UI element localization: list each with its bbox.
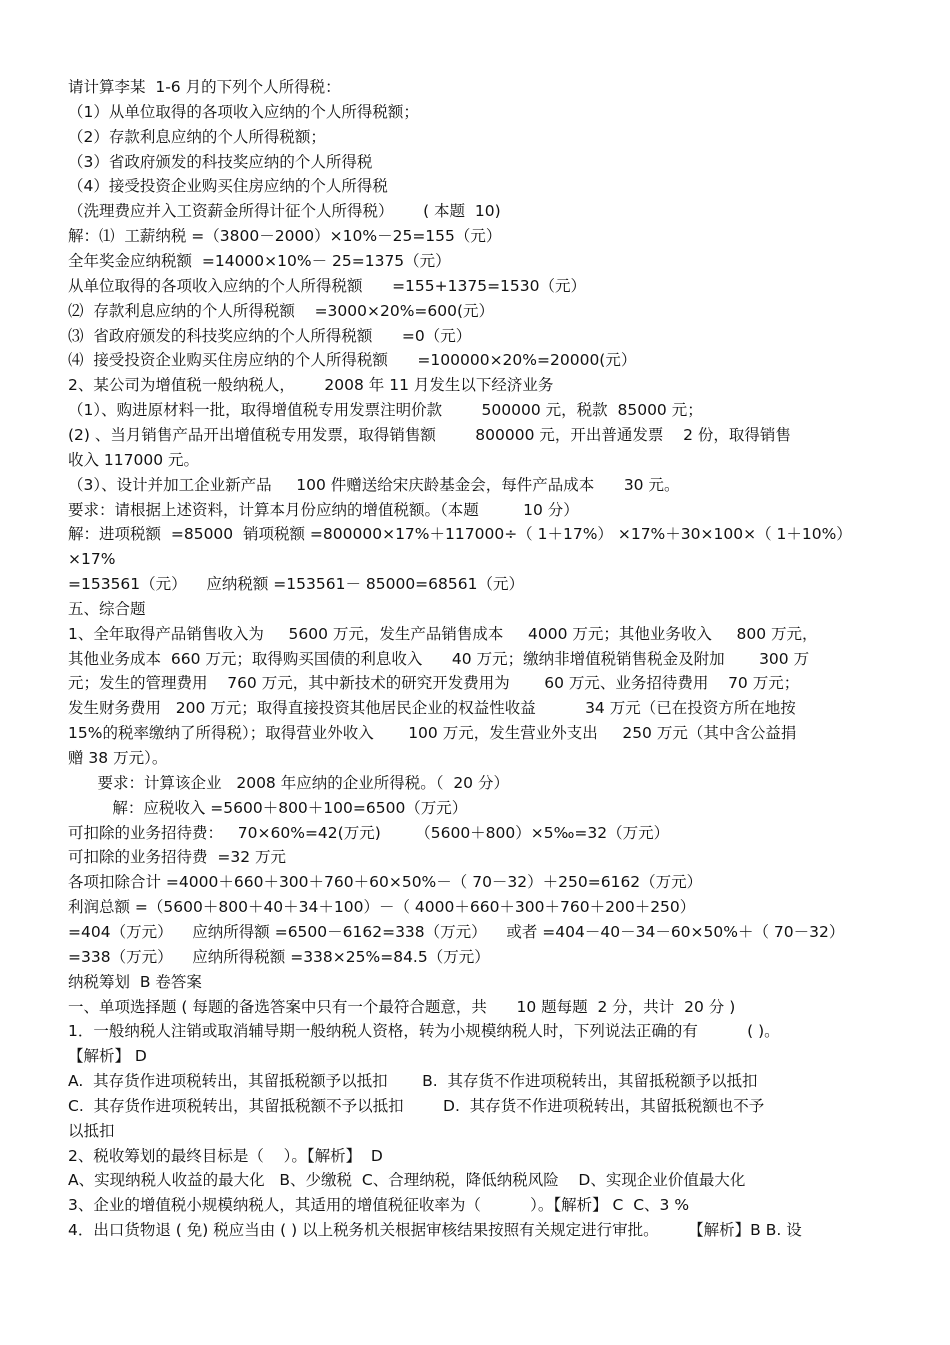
- text-line: 可扣除的业务招待费 =32 万元: [68, 848, 286, 867]
- text-line: 其他业务成本 660 万元；取得购买国债的利息收入 40 万元；缴纳非增值税销售税金及附加 300 万: [68, 649, 810, 668]
- text-line: 解：应税收入 =5600＋800＋100=6500（万元）: [68, 798, 468, 817]
- text-line: =153561（元） 应纳税额 =153561－ 85000=68561（元）: [68, 575, 524, 593]
- text-line: 一、单项选择题 ( 每题的备选答案中只有一个最符合题意，共 10 题每题 2 分，共计 20 分 ): [68, 997, 736, 1016]
- text-line: 各项扣除合计 =4000＋660＋300＋760＋60×50%－（ 70－32）＋250=6162（万元）: [68, 873, 703, 892]
- text-line: 请计算李某 1-6 月的下列个人所得税：: [68, 78, 341, 96]
- text-line: 解：⑴ 工薪纳税 =（3800－2000）×10%－25=155（元）: [68, 227, 502, 246]
- text-line: 纳税筹划 B 卷答案: [68, 972, 202, 991]
- text-line: （3）、设计并加工企业新产品 100 件赠送给宋庆龄基金会，每件产品成本 30 元。: [68, 475, 680, 494]
- text-line: 解：进项税额 =85000 销项税额 =800000×17%＋117000÷（ 1＋17%） ×17%＋30×100×（ 1＋10%）: [68, 525, 852, 544]
- text-line: 2、税收筹划的最终目标是（ ）。【解析】 D: [68, 1146, 383, 1165]
- text-line: 五、综合题: [68, 599, 146, 618]
- text-line: A. 其存货作进项税转出，其留抵税额予以抵扣 B. 其存货不作进项税转出，其留抵税额予以抵扣: [68, 1072, 758, 1090]
- text-line: 利润总额 =（5600＋800＋40＋34＋100）－（ 4000＋660＋300＋760＋200＋250）: [68, 898, 696, 917]
- text-line: 发生财务费用 200 万元；取得直接投资其他居民企业的权益性收益 34 万元（已在投资方所在地按: [68, 699, 796, 718]
- text-line: （4）接受投资企业购买住房应纳的个人所得税: [68, 177, 388, 196]
- text-line: （1）、购进原材料一批，取得增值税专用发票注明价款 500000 元，税款 85000 元；: [68, 401, 703, 420]
- text-line: 赠 38 万元）。: [68, 749, 168, 767]
- text-line: （2）存款利息应纳的个人所得税额；: [68, 127, 326, 146]
- text-line: A、实现纳税人收益的最大化 B、少缴税 C、合理纳税，降低纳税风险 D、实现企业价值最大化: [68, 1171, 746, 1190]
- text-line: 要求：请根据上述资料，计算本月份应纳的增值税额。（本题 10 分）: [68, 500, 579, 519]
- text-line: 以抵扣: [68, 1121, 115, 1140]
- text-line: ⑶ 省政府颁发的科技奖应纳的个人所得税额 =0（元）: [68, 326, 472, 345]
- text-line: ⑵ 存款利息应纳的个人所得税额 =3000×20%=600(元）: [68, 301, 495, 320]
- text-line: 要求：计算该企业 2008 年应纳的企业所得税。（ 20 分）: [68, 773, 509, 792]
- text-line: 【解析】 D: [68, 1047, 147, 1066]
- text-line: (2) 、当月销售产品开出增值税专用发票，取得销售额 800000 元，开出普通发票 2 份，取得销售: [68, 425, 791, 444]
- text-line: 全年奖金应纳税额 =14000×10%－ 25=1375（元）: [68, 252, 451, 270]
- text-line: 4．出口货物退 ( 免) 税应当由 ( ) 以上税务机关根据审核结果按照有关规定进行审批。 【解析】B B. 设: [68, 1221, 802, 1240]
- text-line: =338（万元） 应纳所得税额 =338×25%=84.5（万元）: [68, 947, 490, 966]
- text-line: （1）从单位取得的各项收入应纳的个人所得税额；: [68, 102, 419, 121]
- text-line: C. 其存货作进项税转出，其留抵税额不予以抵扣 D. 其存货不作进项税转出，其留抵税额也不予: [68, 1096, 765, 1115]
- text-line: （3）省政府颁发的科技奖应纳的个人所得税: [68, 152, 373, 171]
- text-line: 15%的税率缴纳了所得税）；取得营业外收入 100 万元，发生营业外支出 250 万元（其中含公益捐: [68, 724, 797, 743]
- text-line: 1．一般纳税人注销或取消辅导期一般纳税人资格，转为小规模纳税人时，下列说法正确的有 ( )。: [68, 1022, 780, 1041]
- text-line: 可扣除的业务招待费： 70×60%=42(万元) （5600＋800）×5‰=32（万元）: [68, 823, 670, 842]
- text-line: 收入 117000 元。: [68, 450, 200, 469]
- text-line: 1、全年取得产品销售收入为 5600 万元，发生产品销售成本 4000 万元；其他业务收入 800 万元，: [68, 624, 818, 643]
- text-line: 从单位取得的各项收入应纳的个人所得税额 =155+1375=1530（元）: [68, 276, 587, 295]
- text-line: 2、某公司为增值税一般纳税人， 2008 年 11 月发生以下经济业务: [68, 376, 554, 395]
- text-line: ×17%: [68, 550, 116, 569]
- text-line: （洗理费应并入工资薪金所得计征个人所得税） ( 本题 10): [68, 202, 501, 221]
- text-line: ⑷ 接受投资企业购买住房应纳的个人所得税额 =100000×20%=20000(元）: [68, 351, 637, 370]
- text-line: =404（万元） 应纳所得额 =6500－6162=338（万元） 或者 =404－40－34－60×50%＋（ 70－32）: [68, 922, 845, 941]
- text-line: 3、企业的增值税小规模纳税人，其适用的增值税征收率为（ ）。【解析】 C C、3 %: [68, 1196, 690, 1215]
- text-line: 元；发生的管理费用 760 万元，其中新技术的研究开发费用为 60 万元、业务招待费用 70 万元；: [68, 674, 800, 693]
